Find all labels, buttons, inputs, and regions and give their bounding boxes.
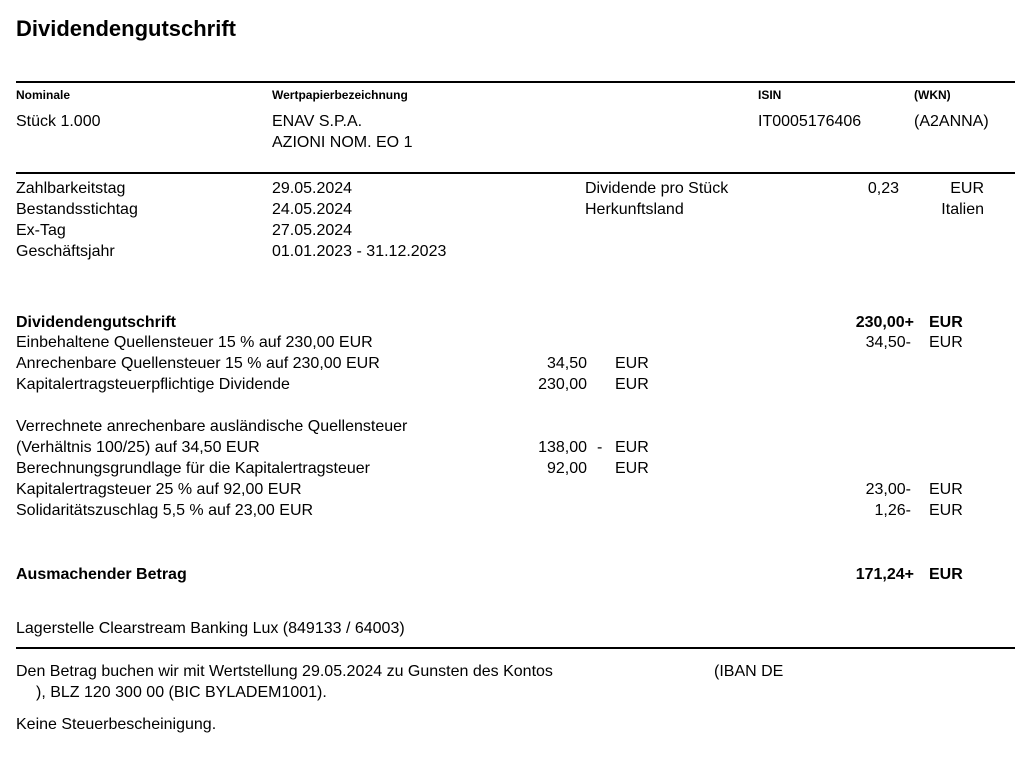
header-nominal: Nominale — [16, 88, 71, 102]
herkunft-label: Herkunftsland — [585, 201, 684, 218]
total-amount: 171,24+ — [855, 566, 914, 583]
kest-dividende-currency: EUR — [615, 376, 649, 393]
verrechnet-currency: EUR — [615, 439, 649, 456]
gutschrift-currency: EUR — [929, 314, 963, 331]
grundlage-label: Berechnungsgrundlage für die Kapitalertragsteuer — [16, 460, 371, 477]
einbehalten-currency: EUR — [929, 334, 963, 351]
bestandsstichtag-label: Bestandsstichtag — [16, 201, 138, 218]
divider-footer — [16, 647, 1015, 649]
verrechnet-label-line2: (Verhältnis 100/25) auf 34,50 EUR — [16, 439, 260, 456]
zahlbarkeitstag-value: 29.05.2024 — [272, 180, 353, 197]
dividende-currency: EUR — [950, 180, 984, 197]
tax-note: Keine Steuerbescheinigung. — [16, 716, 217, 733]
security-name-line2: AZIONI NOM. EO 1 — [272, 134, 413, 151]
lagerstelle: Lagerstelle Clearstream Banking Lux (849133 / 64003) — [16, 620, 405, 637]
wkn-value: (A2ANNA) — [914, 113, 989, 130]
extag-label: Ex-Tag — [16, 222, 66, 239]
extag-value: 27.05.2024 — [272, 222, 353, 239]
dividende-label: Dividende pro Stück — [585, 180, 729, 197]
total-currency: EUR — [929, 566, 963, 583]
divider-security — [16, 172, 1015, 174]
nominal-value: Stück 1.000 — [16, 113, 101, 130]
page-title: Dividendengutschrift — [16, 16, 237, 41]
verrechnet-sign: - — [597, 439, 603, 456]
security-name-line1: ENAV S.P.A. — [272, 113, 363, 130]
divider-top — [16, 81, 1015, 83]
header-wkn: (WKN) — [914, 88, 951, 102]
verrechnet-value: 138,00 — [538, 439, 587, 456]
grundlage-value: 92,00 — [546, 460, 587, 477]
anrechenbar-value: 34,50 — [546, 355, 587, 372]
booking-iban: (IBAN DE — [714, 663, 784, 680]
zahlbarkeitstag-label: Zahlbarkeitstag — [16, 180, 126, 197]
kest-currency: EUR — [929, 481, 963, 498]
soli-currency: EUR — [929, 502, 963, 519]
bestandsstichtag-value: 24.05.2024 — [272, 201, 353, 218]
einbehalten-amount: 34,50- — [865, 334, 911, 351]
total-label: Ausmachender Betrag — [16, 566, 187, 583]
kest-amount: 23,00- — [865, 481, 911, 498]
header-isin: ISIN — [758, 88, 782, 102]
geschaeftsjahr-value: 01.01.2023 - 31.12.2023 — [272, 243, 447, 260]
kest-dividende-label: Kapitalertragsteuerpflichtige Dividende — [16, 376, 290, 393]
verrechnet-label-line1: Verrechnete anrechenbare ausländische Quellensteuer — [16, 418, 408, 435]
herkunft-value: Italien — [941, 201, 984, 218]
einbehalten-label: Einbehaltene Quellensteuer 15 % auf 230,00 EUR — [16, 334, 373, 351]
dividende-value: 0,23 — [867, 180, 899, 197]
isin-value: IT0005176406 — [758, 113, 862, 130]
gutschrift-label: Dividendengutschrift — [16, 314, 177, 331]
soli-label: Solidaritätszuschlag 5,5 % auf 23,00 EUR — [16, 502, 314, 519]
anrechenbar-currency: EUR — [615, 355, 649, 372]
geschaeftsjahr-label: Geschäftsjahr — [16, 243, 115, 260]
kest-label: Kapitalertragsteuer 25 % auf 92,00 EUR — [16, 481, 302, 498]
kest-dividende-value: 230,00 — [538, 376, 587, 393]
booking-line1: Den Betrag buchen wir mit Wertstellung 29.05.2024 zu Gunsten des Kontos — [16, 663, 553, 680]
header-security-name: Wertpapierbezeichnung — [272, 88, 408, 102]
booking-line2: ), BLZ 120 300 00 (BIC BYLADEM1001). — [36, 684, 327, 701]
anrechenbar-label: Anrechenbare Quellensteuer 15 % auf 230,00 EUR — [16, 355, 380, 372]
grundlage-currency: EUR — [615, 460, 649, 477]
gutschrift-amount: 230,00+ — [855, 314, 914, 331]
soli-amount: 1,26- — [874, 502, 911, 519]
